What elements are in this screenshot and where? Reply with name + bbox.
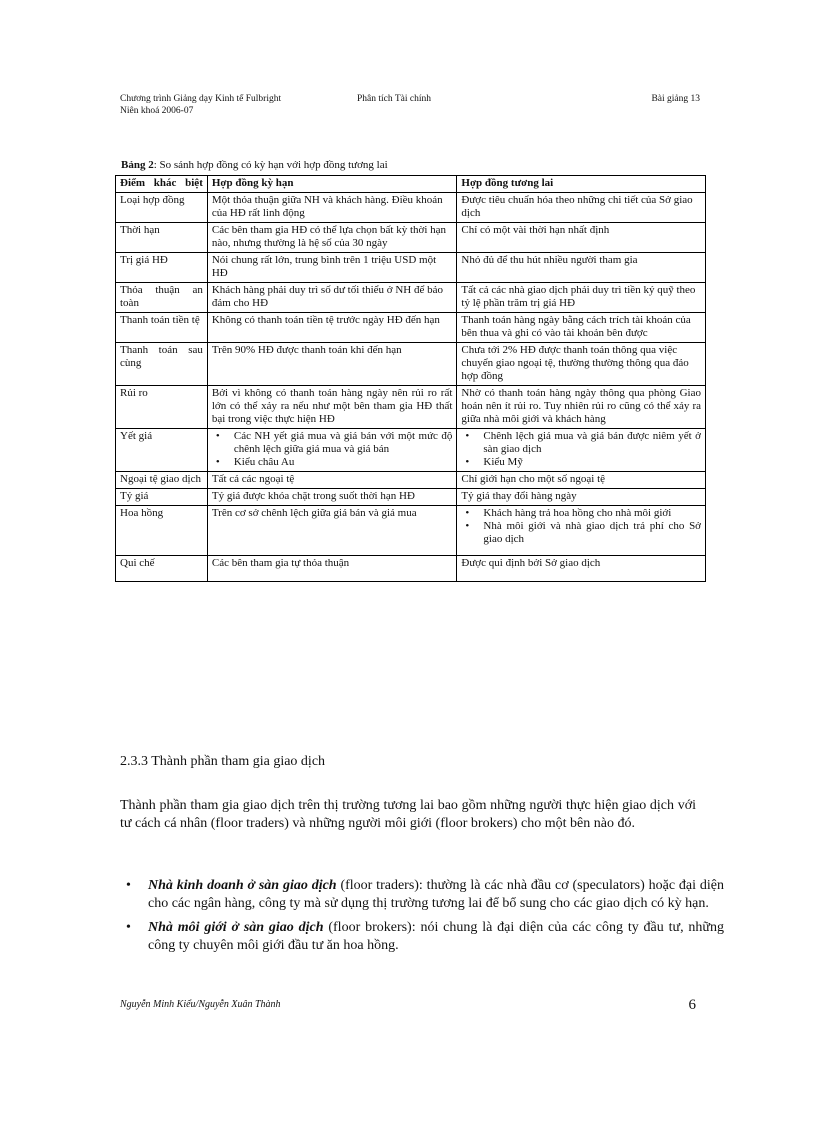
row-label: Thanh toán sau cùng — [116, 343, 208, 386]
forward-cell — [207, 429, 457, 472]
forward-cell: Không có thanh toán tiền tệ trước ngày HĐ đến hạn — [207, 313, 457, 343]
list-item — [148, 877, 724, 913]
row-label: Qui chế — [116, 556, 208, 582]
header-cell-criteria: Điểm khác biệt — [116, 176, 208, 193]
header-program-block — [120, 93, 281, 117]
header-subject: Phân tích Tài chính — [357, 94, 431, 104]
list-item — [148, 919, 724, 955]
futures-cell: Được qui định bởi Sở giao dịch — [457, 556, 706, 582]
forward-cell: Tất cả các ngoại tệ — [207, 472, 457, 489]
table-row — [116, 193, 706, 223]
header-cell-futures: Hợp đồng tương lai — [457, 176, 706, 193]
header-lecture: Bài giảng 13 — [651, 94, 700, 104]
header-cell-forward: Hợp đồng kỳ hạn — [207, 176, 457, 193]
list-item: • Kiểu Mỹ — [483, 456, 701, 469]
forward-cell: Trên 90% HĐ được thanh toán khi đến hạn — [207, 343, 457, 386]
comparison-table — [115, 175, 706, 582]
forward-cell: Tỷ giá được khóa chặt trong suốt thời hạn HĐ — [207, 489, 457, 506]
table-row — [116, 313, 706, 343]
footer-authors: Nguyễn Minh Kiểu/Nguyễn Xuân Thành — [120, 999, 281, 1010]
table-row — [116, 253, 706, 283]
list-item: • Kiểu châu Au — [234, 456, 453, 469]
forward-cell: Nói chung rất lớn, trung bình trên 1 triệu USD một HĐ — [207, 253, 457, 283]
table-row — [116, 556, 706, 582]
row-label: Loại hợp đồng — [116, 193, 208, 223]
futures-cell: Nhỏ đủ để thu hút nhiều người tham gia — [457, 253, 706, 283]
futures-cell — [457, 429, 706, 472]
futures-cell: Thanh toán hàng ngày bằng cách trích tài khoản của bên thua và ghi có vào tài khoản bên được — [457, 313, 706, 343]
header-year: Niên khoá 2006-07 — [120, 106, 194, 116]
forward-cell: Khách hàng phải duy trì số dư tối thiểu ở NH để bảo đảm cho HĐ — [207, 283, 457, 313]
list-item: • Các NH yết giá mua và giá bán với một mức độ chênh lệch giữa giá mua và giá bán — [234, 430, 453, 456]
row-label: Tỷ giá — [116, 489, 208, 506]
bullet-text: (floor brokers): nói chung là đại diện của các công ty đầu tư, những công ty chuyên môi giới đầu tư ăn hoa hồng. — [148, 920, 724, 953]
bullet-text: (floor traders): thường là các nhà đầu cơ (speculators) hoặc đại diện cho các ngân hàng, công ty mà sử dụng thị trường tương lai để bổ sung cho các giao dịch có kỳ hạn. — [148, 878, 724, 911]
forward-cell: Một thỏa thuận giữa NH và khách hàng. Điều khoản của HĐ rất linh động — [207, 193, 457, 223]
page-number: 6 — [688, 997, 696, 1013]
table-caption — [121, 159, 388, 171]
participant-list — [120, 877, 724, 961]
futures-cell: Được tiêu chuẩn hóa theo những chi tiết của Sở giao dịch — [457, 193, 706, 223]
forward-cell: Bởi vì không có thanh toán hàng ngày nên rủi ro rất lớn có thể xảy ra nếu như một bên tham gia HĐ thất bại trong việc thực hiện HĐ — [207, 386, 457, 429]
row-label: Thời hạn — [116, 223, 208, 253]
header-program: Chương trình Giảng dạy Kinh tế Fulbright — [120, 94, 282, 104]
row-label: Thỏa thuận an toàn — [116, 283, 208, 313]
section-paragraph: Thành phần tham gia giao dịch trên thị trường tương lai bao gồm những người thực hiện giao dịch với tư cách cá nhân (floor traders) và những người môi giới (floor brokers) cho một bên nào đó. — [120, 798, 696, 831]
row-label: Rủi ro — [116, 386, 208, 429]
table-row — [116, 223, 706, 253]
row-label: Ngoại tệ giao dịch — [116, 472, 208, 489]
table-row — [116, 283, 706, 313]
futures-cell: Chỉ giới hạn cho một số ngoại tệ — [457, 472, 706, 489]
futures-cell: Chỉ có một vài thời hạn nhất định — [457, 223, 706, 253]
table-row — [116, 343, 706, 386]
table-row — [116, 429, 706, 472]
bullet-term: Nhà kinh doanh ở sàn giao dịch — [148, 878, 337, 893]
table-row — [116, 489, 706, 506]
row-label: Yết giá — [116, 429, 208, 472]
table-row — [116, 472, 706, 489]
row-label: Thanh toán tiền tệ — [116, 313, 208, 343]
table-caption-label: Bảng 2 — [121, 159, 154, 171]
futures-bullet-list — [461, 430, 701, 469]
table-row — [116, 386, 706, 429]
row-label: Trị giá HĐ — [116, 253, 208, 283]
futures-cell: Tất cả các nhà giao dịch phải duy trì tiền ký quỹ theo tỷ lệ phần trăm trị giá HĐ — [457, 283, 706, 313]
section-heading: 2.3.3 Thành phần tham gia giao dịch — [120, 754, 326, 769]
futures-cell: Nhờ có thanh toán hàng ngày thông qua phòng Giao hoán nên ít rủi ro. Tuy nhiên rủi ro cũng có thể xảy ra giữa nhà môi giới và khách hàng — [457, 386, 706, 429]
forward-cell: Các bên tham gia tự thỏa thuận — [207, 556, 457, 582]
table-header-row — [116, 176, 706, 193]
table-caption-text: : So sánh hợp đồng có kỳ hạn với hợp đồng tương lai — [153, 159, 388, 171]
row-label: Hoa hồng — [116, 506, 208, 556]
list-item: • Khách hàng trả hoa hồng cho nhà môi giới — [483, 507, 701, 520]
forward-cell: Các bên tham gia HĐ có thể lựa chọn bất kỳ thời hạn nào, nhưng thường là hệ số của 30 ngày — [207, 223, 457, 253]
forward-cell: Trên cơ sở chênh lệch giữa giá bán và giá mua — [207, 506, 457, 556]
futures-cell: Chưa tới 2% HĐ được thanh toán thông qua việc chuyển giao ngoại tệ, thường thường thông qua đảo hợp đồng — [457, 343, 706, 386]
list-item: • Nhà môi giới và nhà giao dịch trả phí cho Sở giao dịch — [483, 520, 701, 546]
futures-cell: Tỷ giá thay đổi hàng ngày — [457, 489, 706, 506]
bullet-term: Nhà môi giới ở sàn giao dịch — [148, 920, 324, 935]
forward-bullet-list — [212, 430, 453, 469]
futures-cell — [457, 506, 706, 556]
futures-bullet-list — [461, 507, 701, 546]
table-row — [116, 506, 706, 556]
list-item: • Chênh lệch giá mua và giá bán được niêm yết ở sàn giao dịch — [483, 430, 701, 456]
